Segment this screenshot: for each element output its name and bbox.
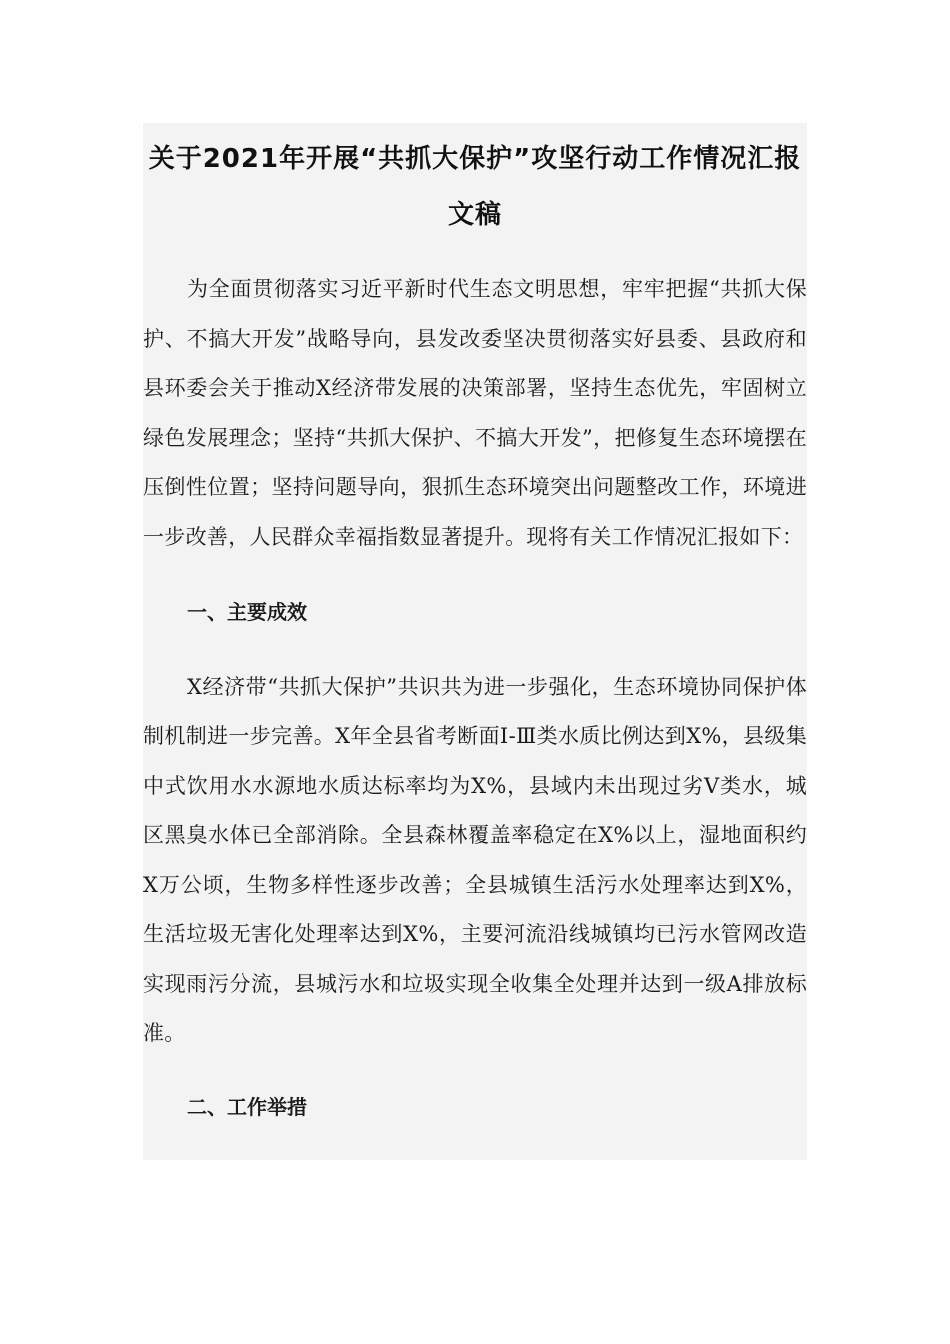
document-page xyxy=(143,123,807,1160)
document-title: 关于2021年开展“共抓大保护”攻坚行动工作情况汇报文稿 xyxy=(148,144,802,230)
section-paragraph-main-results: X经济带“共抓大保护”共识共为进一步强化，生态环境协同保护体制机制进一步完善。X年全县省考断面Ⅰ-Ⅲ类水质比例达到X%，县级集中式饮用水水源地水质达标率均为X%，县域内未出现过劣Ⅴ类水，城区黑臭水体已全部消除。全县森林覆盖率稳定在X%以上，湿地面积约X万公顷，生物多样性逐步改善；全县城镇生活污水处理率达到X%，生活垃圾无害化处理率达到X%，主要河流沿线城镇均已污水管网改造实现雨污分流，县城污水和垃圾实现全收集全处理并达到一级A排放标准。 xyxy=(143,674,807,1045)
document-body xyxy=(143,123,807,1132)
intro-paragraph: 为全面贯彻落实习近平新时代生态文明思想，牢牢把握“共抓大保护、不搞大开发”战略导向，县发改委坚决贯彻落实好县委、县政府和县环委会关于推动X经济带发展的决策部署，坚持生态优先，牢固树立绿色发展理念；坚持“共抓大保护、不搞大开发”，把修复生态环境摆在压倒性位置；坚持问题导向，狠抓生态环境突出问题整改工作，环境进一步改善，人民群众幸福指数显著提升。现将有关工作情况汇报如下： xyxy=(143,277,807,549)
section-heading-work-measures: 二、工作举措 xyxy=(187,1094,307,1119)
section-heading-main-results: 一、主要成效 xyxy=(187,600,307,624)
